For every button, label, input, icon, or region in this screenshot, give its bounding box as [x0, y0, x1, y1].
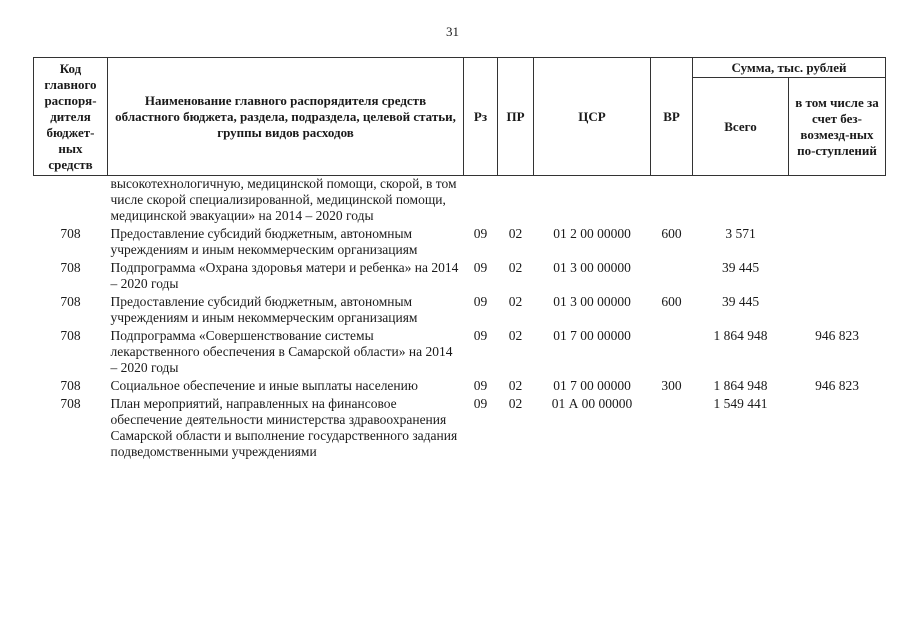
cell-free: 946 823: [815, 328, 859, 343]
table-row: [34, 328, 886, 378]
cell-total: 1 549 441: [713, 396, 768, 411]
cell-total: 1 864 948: [713, 328, 768, 343]
cell-name: Подпрограмма «Охрана здоровья матери и ребенка» на 2014 – 2020 годы: [110, 260, 459, 291]
cell-vr: [651, 176, 693, 227]
cell-code: 708: [60, 294, 81, 309]
cell-name: высокотехнологичную, медицинской помощи, скорой, в том числе скорой специализированной, медицинской помощи, медицинской эвакуации» на 2014 – 2020 годы: [110, 176, 457, 223]
cell-free: [789, 260, 886, 294]
cell-total: 39 445: [721, 260, 760, 275]
cell-code: 708: [60, 328, 81, 343]
cell-code: 708: [60, 260, 81, 275]
cell-name: Социальное обеспечение и иные выплаты населению: [110, 378, 418, 393]
cell-vr: [651, 396, 693, 462]
cell-vr: 300: [661, 378, 682, 393]
cell-pr: 02: [508, 328, 523, 343]
table-body: [34, 176, 886, 463]
cell-pr: 02: [508, 226, 523, 241]
header-code: Код главного распоря-дителя бюджет-ных средств: [34, 58, 108, 176]
cell-free: [789, 226, 886, 260]
cell-csr: 01 7 00 00000: [553, 378, 631, 393]
header-name: Наименование главного распорядителя средств областного бюджета, раздела, подраздела, целевой статьи, группы видов расходов: [108, 58, 464, 176]
table-row: [34, 260, 886, 294]
cell-name: Подпрограмма «Совершенствование системы лекарственного обеспечения в Самарской области» на 2014 – 2020 годы: [110, 328, 453, 375]
header-vr: ВР: [651, 58, 693, 176]
cell-rz: 09: [473, 378, 488, 393]
cell-code: [34, 176, 108, 227]
header-total: Всего: [693, 78, 789, 176]
cell-csr: 01 А 00 00000: [551, 396, 633, 411]
cell-csr: 01 3 00 00000: [553, 260, 631, 275]
cell-rz: 09: [473, 396, 488, 411]
cell-pr: [498, 176, 534, 227]
cell-csr: [534, 176, 651, 227]
cell-pr: 02: [508, 396, 523, 411]
cell-total: 1 864 948: [713, 378, 768, 393]
header-free: в том числе за счет без-возмезд-ных по-ступлений: [789, 78, 886, 176]
cell-free: [789, 396, 886, 462]
cell-total: 39 445: [721, 294, 760, 309]
header-csr: ЦСР: [534, 58, 651, 176]
cell-free: 946 823: [815, 378, 859, 393]
cell-total: [693, 176, 789, 227]
table-header: [34, 58, 886, 176]
cell-name: Предоставление субсидий бюджетным, автономным учреждениям и иным некоммерческим организациям: [110, 294, 418, 325]
header-rz: Рз: [464, 58, 498, 176]
cell-vr: [651, 328, 693, 378]
header-pr: ПР: [498, 58, 534, 176]
cell-name: Предоставление субсидий бюджетным, автономным учреждениям и иным некоммерческим организациям: [110, 226, 418, 257]
cell-vr: [651, 260, 693, 294]
table-row: [34, 378, 886, 396]
cell-vr: 600: [661, 226, 682, 241]
cell-rz: 09: [473, 294, 488, 309]
cell-rz: 09: [473, 328, 488, 343]
page-number: 31: [446, 24, 459, 39]
table-row: [34, 294, 886, 328]
cell-rz: 09: [473, 226, 488, 241]
table-row: [34, 176, 886, 227]
cell-vr: 600: [661, 294, 682, 309]
cell-pr: 02: [508, 378, 523, 393]
cell-code: 708: [60, 378, 81, 393]
header-sum: Сумма, тыс. рублей: [693, 58, 886, 78]
cell-free: [789, 294, 886, 328]
table-row: [34, 226, 886, 260]
cell-code: 708: [60, 226, 81, 241]
cell-name: План мероприятий, направленных на финансовое обеспечение деятельности министерства здравоохранения Самарской области и выполнение государственного задания подведомственными учреждениями: [110, 396, 458, 459]
cell-csr: 01 3 00 00000: [553, 294, 631, 309]
table-row: [34, 396, 886, 462]
cell-total: 3 571: [725, 226, 756, 241]
cell-free: [789, 176, 886, 227]
cell-rz: [464, 176, 498, 227]
cell-csr: 01 2 00 00000: [553, 226, 631, 241]
cell-rz: 09: [473, 260, 488, 275]
cell-csr: 01 7 00 00000: [553, 328, 631, 343]
cell-pr: 02: [508, 294, 523, 309]
cell-code: 708: [60, 396, 81, 411]
cell-pr: 02: [508, 260, 523, 275]
budget-table: [33, 57, 886, 462]
